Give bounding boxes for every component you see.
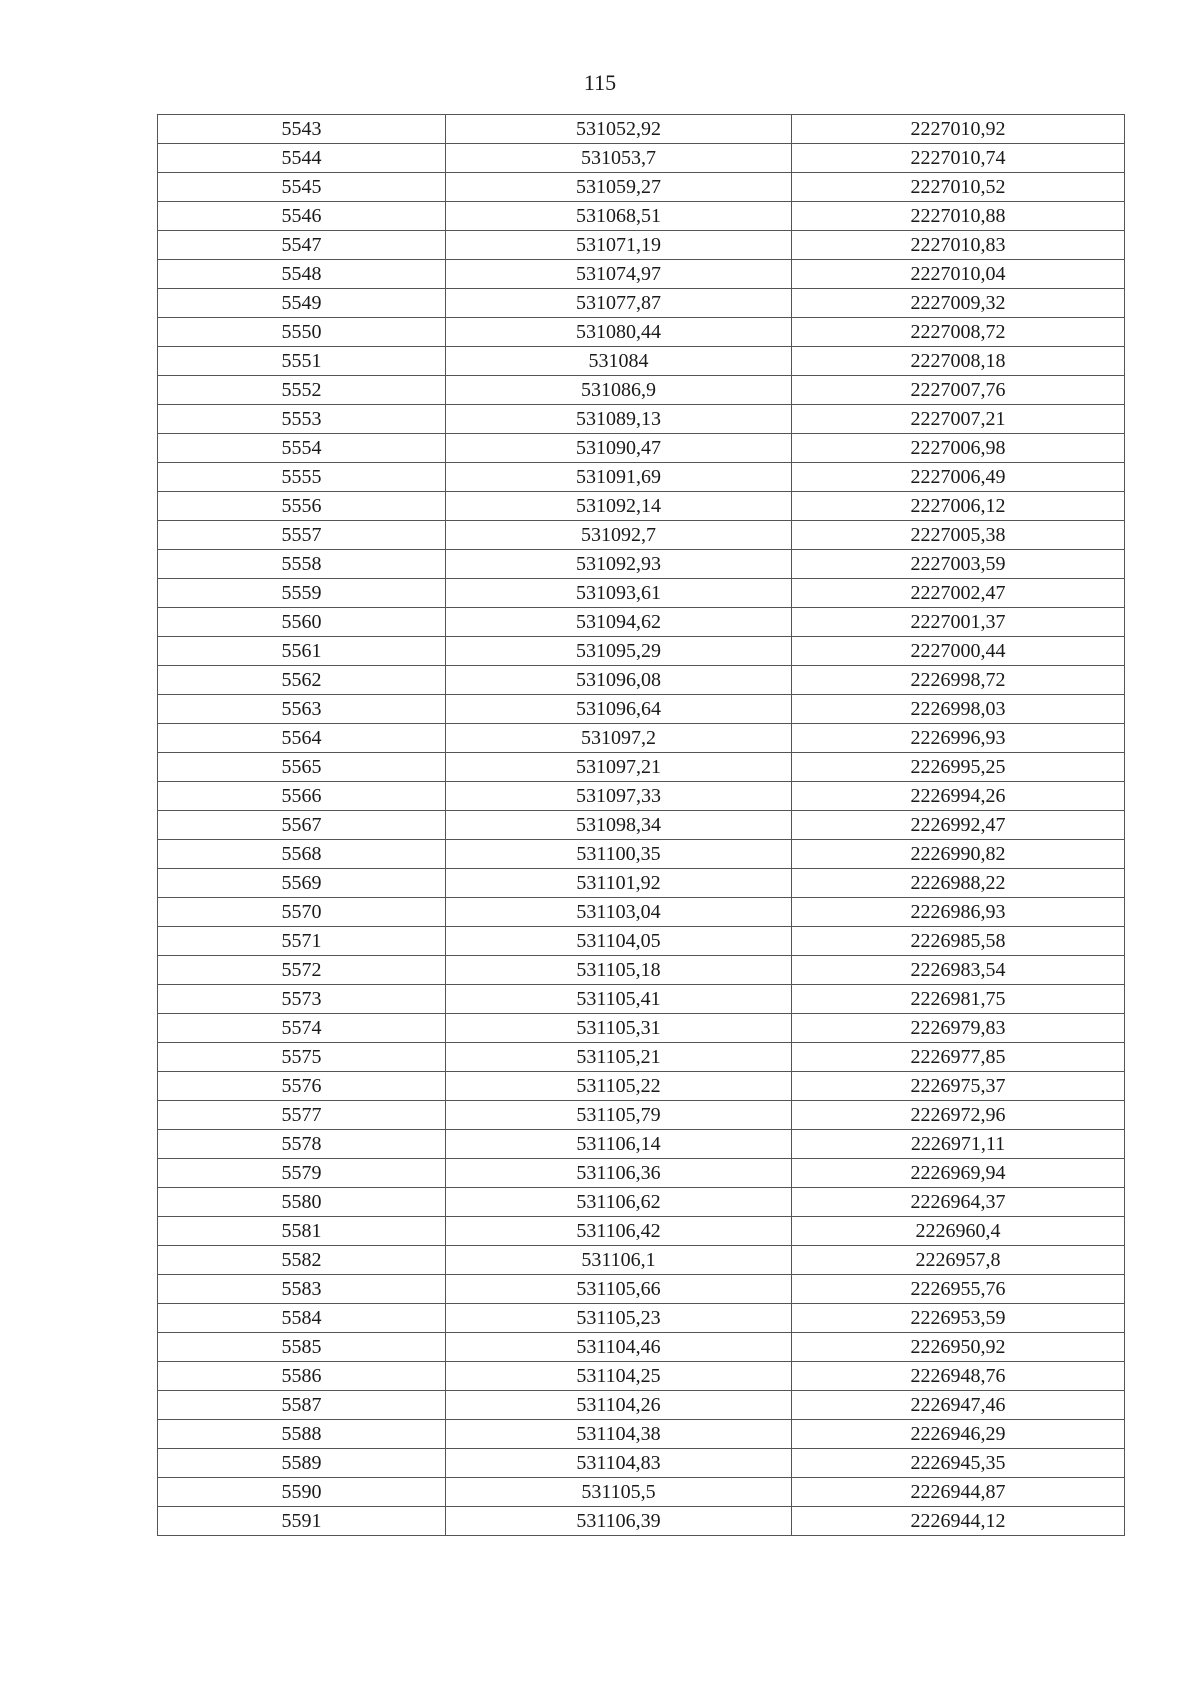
y-coordinate-cell: 2227001,37: [792, 608, 1125, 637]
table-row: [158, 434, 1125, 463]
y-coordinate-cell: 2226985,58: [792, 927, 1125, 956]
y-coordinate-cell: 2226957,8: [792, 1246, 1125, 1275]
point-number-cell: 5569: [158, 869, 446, 898]
table-row: [158, 1362, 1125, 1391]
table-row: [158, 985, 1125, 1014]
table-row: [158, 956, 1125, 985]
point-number-cell: 5558: [158, 550, 446, 579]
y-coordinate-cell: 2226986,93: [792, 898, 1125, 927]
table-row: [158, 1217, 1125, 1246]
x-coordinate-cell: 531084: [446, 347, 792, 376]
table-row: [158, 1130, 1125, 1159]
x-coordinate-cell: 531092,7: [446, 521, 792, 550]
x-coordinate-cell: 531105,66: [446, 1275, 792, 1304]
point-number-cell: 5559: [158, 579, 446, 608]
point-number-cell: 5548: [158, 260, 446, 289]
point-number-cell: 5578: [158, 1130, 446, 1159]
point-number-cell: 5589: [158, 1449, 446, 1478]
table-row: [158, 1275, 1125, 1304]
table-row: [158, 376, 1125, 405]
table-row: [158, 782, 1125, 811]
table-row: [158, 260, 1125, 289]
point-number-cell: 5587: [158, 1391, 446, 1420]
point-number-cell: 5553: [158, 405, 446, 434]
x-coordinate-cell: 531105,18: [446, 956, 792, 985]
point-number-cell: 5565: [158, 753, 446, 782]
x-coordinate-cell: 531105,22: [446, 1072, 792, 1101]
x-coordinate-cell: 531052,92: [446, 115, 792, 144]
x-coordinate-cell: 531104,05: [446, 927, 792, 956]
x-coordinate-cell: 531068,51: [446, 202, 792, 231]
point-number-cell: 5574: [158, 1014, 446, 1043]
y-coordinate-cell: 2227009,32: [792, 289, 1125, 318]
table-row: [158, 289, 1125, 318]
point-number-cell: 5586: [158, 1362, 446, 1391]
x-coordinate-cell: 531059,27: [446, 173, 792, 202]
point-number-cell: 5544: [158, 144, 446, 173]
y-coordinate-cell: 2227002,47: [792, 579, 1125, 608]
point-number-cell: 5549: [158, 289, 446, 318]
x-coordinate-cell: 531094,62: [446, 608, 792, 637]
y-coordinate-cell: 2226944,87: [792, 1478, 1125, 1507]
x-coordinate-cell: 531097,2: [446, 724, 792, 753]
point-number-cell: 5555: [158, 463, 446, 492]
y-coordinate-cell: 2227008,18: [792, 347, 1125, 376]
x-coordinate-cell: 531096,08: [446, 666, 792, 695]
y-coordinate-cell: 2226945,35: [792, 1449, 1125, 1478]
table-row: [158, 202, 1125, 231]
x-coordinate-cell: 531103,04: [446, 898, 792, 927]
y-coordinate-cell: 2227010,83: [792, 231, 1125, 260]
x-coordinate-cell: 531106,36: [446, 1159, 792, 1188]
table-row: [158, 318, 1125, 347]
y-coordinate-cell: 2226995,25: [792, 753, 1125, 782]
x-coordinate-cell: 531092,93: [446, 550, 792, 579]
point-number-cell: 5579: [158, 1159, 446, 1188]
x-coordinate-cell: 531104,26: [446, 1391, 792, 1420]
x-coordinate-cell: 531106,42: [446, 1217, 792, 1246]
point-number-cell: 5568: [158, 840, 446, 869]
y-coordinate-cell: 2227006,49: [792, 463, 1125, 492]
table-row: [158, 666, 1125, 695]
point-number-cell: 5580: [158, 1188, 446, 1217]
point-number-cell: 5575: [158, 1043, 446, 1072]
x-coordinate-cell: 531104,46: [446, 1333, 792, 1362]
point-number-cell: 5560: [158, 608, 446, 637]
y-coordinate-cell: 2227007,21: [792, 405, 1125, 434]
x-coordinate-cell: 531105,23: [446, 1304, 792, 1333]
x-coordinate-cell: 531105,5: [446, 1478, 792, 1507]
y-coordinate-cell: 2226947,46: [792, 1391, 1125, 1420]
y-coordinate-cell: 2226998,03: [792, 695, 1125, 724]
x-coordinate-cell: 531104,38: [446, 1420, 792, 1449]
table-row: [158, 1246, 1125, 1275]
x-coordinate-cell: 531106,1: [446, 1246, 792, 1275]
y-coordinate-cell: 2227003,59: [792, 550, 1125, 579]
point-number-cell: 5571: [158, 927, 446, 956]
y-coordinate-cell: 2226988,22: [792, 869, 1125, 898]
y-coordinate-cell: 2226994,26: [792, 782, 1125, 811]
y-coordinate-cell: 2226977,85: [792, 1043, 1125, 1072]
table-row: [158, 1304, 1125, 1333]
table-row: [158, 1391, 1125, 1420]
point-number-cell: 5562: [158, 666, 446, 695]
y-coordinate-cell: 2226996,93: [792, 724, 1125, 753]
table-row: [158, 869, 1125, 898]
y-coordinate-cell: 2226946,29: [792, 1420, 1125, 1449]
y-coordinate-cell: 2227008,72: [792, 318, 1125, 347]
point-number-cell: 5564: [158, 724, 446, 753]
x-coordinate-cell: 531071,19: [446, 231, 792, 260]
table-row: [158, 231, 1125, 260]
table-row: [158, 1420, 1125, 1449]
x-coordinate-cell: 531089,13: [446, 405, 792, 434]
y-coordinate-cell: 2226960,4: [792, 1217, 1125, 1246]
x-coordinate-cell: 531074,97: [446, 260, 792, 289]
x-coordinate-cell: 531091,69: [446, 463, 792, 492]
x-coordinate-cell: 531096,64: [446, 695, 792, 724]
y-coordinate-cell: 2226979,83: [792, 1014, 1125, 1043]
y-coordinate-cell: 2227000,44: [792, 637, 1125, 666]
point-number-cell: 5590: [158, 1478, 446, 1507]
x-coordinate-cell: 531104,25: [446, 1362, 792, 1391]
table-row: [158, 840, 1125, 869]
x-coordinate-cell: 531090,47: [446, 434, 792, 463]
y-coordinate-cell: 2227006,12: [792, 492, 1125, 521]
x-coordinate-cell: 531095,29: [446, 637, 792, 666]
x-coordinate-cell: 531097,21: [446, 753, 792, 782]
y-coordinate-cell: 2226964,37: [792, 1188, 1125, 1217]
x-coordinate-cell: 531105,31: [446, 1014, 792, 1043]
point-number-cell: 5554: [158, 434, 446, 463]
table-row: [158, 1159, 1125, 1188]
x-coordinate-cell: 531053,7: [446, 144, 792, 173]
x-coordinate-cell: 531097,33: [446, 782, 792, 811]
table-row: [158, 173, 1125, 202]
page-number: 115: [583, 70, 617, 95]
table-row: [158, 637, 1125, 666]
point-number-cell: 5572: [158, 956, 446, 985]
point-number-cell: 5563: [158, 695, 446, 724]
x-coordinate-cell: 531106,62: [446, 1188, 792, 1217]
y-coordinate-cell: 2227010,88: [792, 202, 1125, 231]
table-row: [158, 579, 1125, 608]
point-number-cell: 5545: [158, 173, 446, 202]
point-number-cell: 5567: [158, 811, 446, 840]
y-coordinate-cell: 2227010,92: [792, 115, 1125, 144]
y-coordinate-cell: 2226998,72: [792, 666, 1125, 695]
x-coordinate-cell: 531080,44: [446, 318, 792, 347]
x-coordinate-cell: 531077,87: [446, 289, 792, 318]
point-number-cell: 5561: [158, 637, 446, 666]
table-row: [158, 1449, 1125, 1478]
y-coordinate-cell: 2227005,38: [792, 521, 1125, 550]
y-coordinate-cell: 2227006,98: [792, 434, 1125, 463]
x-coordinate-cell: 531086,9: [446, 376, 792, 405]
point-number-cell: 5550: [158, 318, 446, 347]
x-coordinate-cell: 531098,34: [446, 811, 792, 840]
y-coordinate-cell: 2226983,54: [792, 956, 1125, 985]
x-coordinate-cell: 531105,21: [446, 1043, 792, 1072]
point-number-cell: 5583: [158, 1275, 446, 1304]
y-coordinate-cell: 2226944,12: [792, 1507, 1125, 1536]
point-number-cell: 5547: [158, 231, 446, 260]
x-coordinate-cell: 531101,92: [446, 869, 792, 898]
y-coordinate-cell: 2226981,75: [792, 985, 1125, 1014]
table-row: [158, 927, 1125, 956]
y-coordinate-cell: 2226990,82: [792, 840, 1125, 869]
coordinates-table: [157, 114, 1125, 1536]
table-row: [158, 550, 1125, 579]
y-coordinate-cell: 2226948,76: [792, 1362, 1125, 1391]
table-row: [158, 898, 1125, 927]
x-coordinate-cell: 531100,35: [446, 840, 792, 869]
table-row: [158, 1188, 1125, 1217]
table-row: [158, 144, 1125, 173]
y-coordinate-cell: 2226950,92: [792, 1333, 1125, 1362]
table-row: [158, 1507, 1125, 1536]
y-coordinate-cell: 2227010,52: [792, 173, 1125, 202]
table-row: [158, 347, 1125, 376]
y-coordinate-cell: 2226972,96: [792, 1101, 1125, 1130]
table-row: [158, 753, 1125, 782]
x-coordinate-cell: 531106,14: [446, 1130, 792, 1159]
table-row: [158, 1101, 1125, 1130]
table-row: [158, 724, 1125, 753]
y-coordinate-cell: 2226955,76: [792, 1275, 1125, 1304]
table-row: [158, 1043, 1125, 1072]
y-coordinate-cell: 2226969,94: [792, 1159, 1125, 1188]
table-row: [158, 492, 1125, 521]
point-number-cell: 5581: [158, 1217, 446, 1246]
point-number-cell: 5543: [158, 115, 446, 144]
point-number-cell: 5582: [158, 1246, 446, 1275]
point-number-cell: 5577: [158, 1101, 446, 1130]
table-row: [158, 1333, 1125, 1362]
point-number-cell: 5573: [158, 985, 446, 1014]
y-coordinate-cell: 2226953,59: [792, 1304, 1125, 1333]
coordinates-table-body: [158, 115, 1125, 1536]
x-coordinate-cell: 531105,79: [446, 1101, 792, 1130]
y-coordinate-cell: 2227010,04: [792, 260, 1125, 289]
table-row: [158, 1072, 1125, 1101]
x-coordinate-cell: 531093,61: [446, 579, 792, 608]
point-number-cell: 5591: [158, 1507, 446, 1536]
x-coordinate-cell: 531106,39: [446, 1507, 792, 1536]
point-number-cell: 5585: [158, 1333, 446, 1362]
table-row: [158, 608, 1125, 637]
y-coordinate-cell: 2226971,11: [792, 1130, 1125, 1159]
x-coordinate-cell: 531104,83: [446, 1449, 792, 1478]
table-row: [158, 811, 1125, 840]
point-number-cell: 5551: [158, 347, 446, 376]
point-number-cell: 5588: [158, 1420, 446, 1449]
table-row: [158, 1478, 1125, 1507]
point-number-cell: 5556: [158, 492, 446, 521]
y-coordinate-cell: 2227007,76: [792, 376, 1125, 405]
point-number-cell: 5584: [158, 1304, 446, 1333]
x-coordinate-cell: 531105,41: [446, 985, 792, 1014]
y-coordinate-cell: 2226992,47: [792, 811, 1125, 840]
point-number-cell: 5552: [158, 376, 446, 405]
table-row: [158, 521, 1125, 550]
table-row: [158, 463, 1125, 492]
table-row: [158, 695, 1125, 724]
point-number-cell: 5546: [158, 202, 446, 231]
point-number-cell: 5566: [158, 782, 446, 811]
point-number-cell: 5557: [158, 521, 446, 550]
point-number-cell: 5570: [158, 898, 446, 927]
table-row: [158, 1014, 1125, 1043]
table-row: [158, 405, 1125, 434]
y-coordinate-cell: 2227010,74: [792, 144, 1125, 173]
point-number-cell: 5576: [158, 1072, 446, 1101]
y-coordinate-cell: 2226975,37: [792, 1072, 1125, 1101]
table-row: [158, 115, 1125, 144]
x-coordinate-cell: 531092,14: [446, 492, 792, 521]
